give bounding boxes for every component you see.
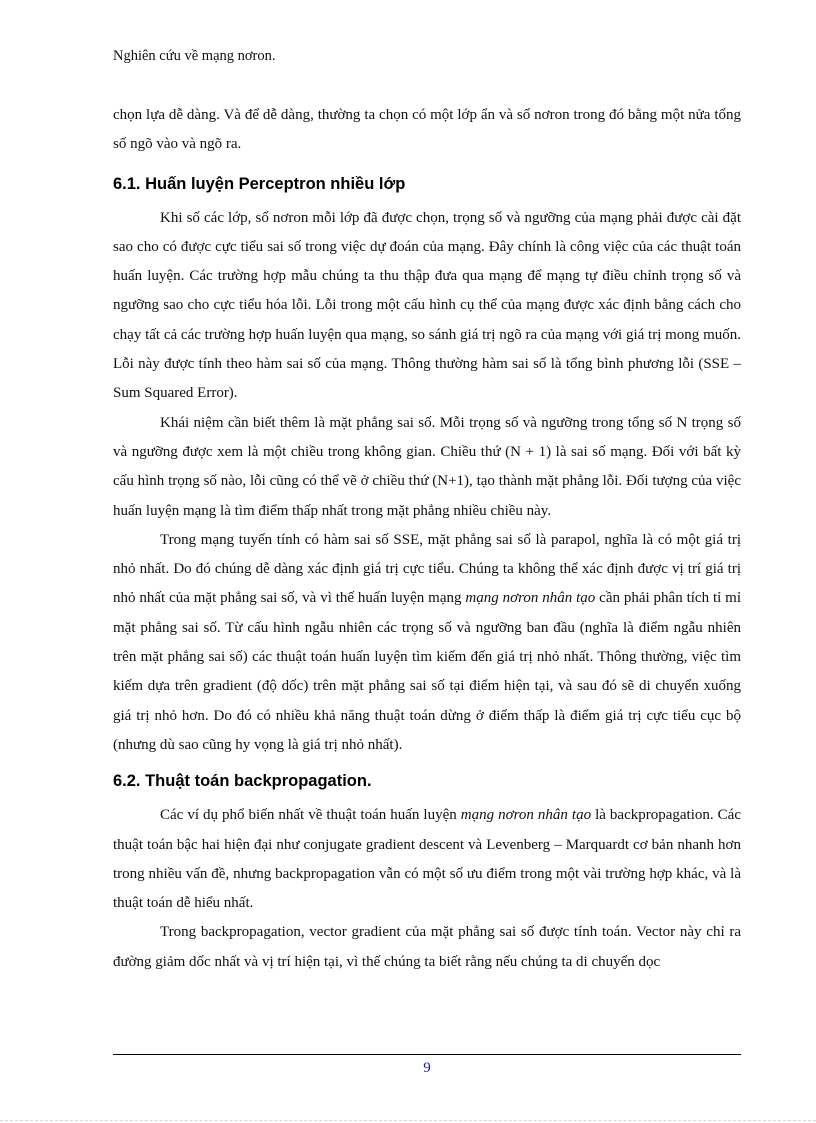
section-6-1-paragraph-1: Khi số các lớp, số nơron mỗi lớp đã được chọn, trọng số và ngưỡng của mạng phải được cài đặt sao cho có được cực tiểu sai số trong việc dự đoán của mạng. Đây chính là công việc của các thuật toán huấn luyện. Các trường hợp mẫu chúng ta thu thập đưa qua mạng để mạng tự điều chỉnh trọng số và ngưỡng sao cho cực tiểu hóa lỗi. Lỗi trong một cấu hình cụ thể của mạng được xác định bằng cách cho chạy tất cả các trường hợp huấn luyện qua mạng, so sánh giá trị ngõ ra của mạng với giá trị mong muốn. Lỗi này được tính theo hàm sai số của mạng. Thông thường hàm sai số là tổng bình phương lỗi (SSE – Sum Squared Error). [113,209,741,402]
text-run: Các ví dụ phổ biến nhất về thuật toán huấn luyện [160,807,461,824]
text-run: Trong mạng tuyến tính có hàm sai số SSE, mặt phẳng sai số là parapol, nghĩa là có một giá trị nhỏ nhất. Do đó chúng dễ dàng xác định giá trị cực tiểu. Chúng ta không thể xác định được vị trí giá trị nhỏ nhất của mặt phẳng sai số, và vì thế huấn luyện mạng [113,531,741,607]
footer-rule [113,1054,741,1055]
text-run: là backpropagation. Các thuật toán bậc hai hiện đại như conjugate gradient descent và Levenberg – Marquardt cơ bản nhanh hơn trong nhiều vấn đề, nhưng backpropagation vẫn có một số ưu điểm trong một vài trường hợp khác, và là thuật toán dễ hiểu nhất. [113,807,741,912]
section-6-2-paragraph-2: Trong backpropagation, vector gradient của mặt phẳng sai số được tính toán. Vector này chỉ ra đường giảm dốc nhất và vị trí hiện tại, vì thế chúng ta biết rằng nếu chúng ta di chuyển dọc [113,924,741,970]
text-run: cần phải phân tích tỉ mỉ mặt phẳng sai số. Từ cấu hình ngẫu nhiên các trọng số và ngưỡng ban đầu (nghĩa là điểm ngẫu nhiên trên mặt phẳng sai số) các thuật toán huấn luyện tìm kiếm đến giá trị nhỏ nhất. Thông thường, việc tìm kiếm dựa trên gradient (độ dốc) trên mặt phẳng sai số tại điểm hiện tại, và sau đó sẽ di chuyển xuống giá trị nhỏ hơn. Do đó có nhiều khả năng thuật toán dừng ở điểm thấp là điểm giá trị cực tiểu cục bộ (nhưng dù sao cũng hy vọng là giá trị nhỏ nhất). [113,590,742,753]
document-page [113,0,741,1123]
section-6-1-paragraph-2: Khái niệm cần biết thêm là mặt phẳng sai số. Mỗi trọng số và ngưỡng trong tổng số N trọng số và ngưỡng được xem là một chiều trong không gian. Chiều thứ (N + 1) là sai số mạng. Đối với bất kỳ cấu hình trọng số nào, lỗi cũng có thể vẽ ở chiều thứ (N+1), tạo thành mặt phẳng lỗi. Đối tượng của việc huấn luyện mạng là tìm điểm thấp nhất trong mặt phẳng nhiều chiều này. [113,414,741,519]
section-6-2-paragraph-1 [113,801,741,918]
section-6-1-paragraph-3 [113,526,741,760]
section-heading-6-2: 6.2. Thuật toán backpropagation. [113,772,372,791]
running-header: Nghiên cứu về mạng nơron. [113,48,276,64]
intro-paragraph: chọn lựa dễ dàng. Và để dễ dàng, thường ta chọn có một lớp ẩn và số nơron trong đó bằng một nửa tổng số ngõ vào và ngõ ra. [113,107,741,153]
page-bottom-edge [0,1120,816,1121]
section-heading-6-1: 6.1. Huấn luyện Perceptron nhiều lớp [113,174,406,193]
document-body [113,101,741,977]
page-number: 9 [423,1060,431,1076]
emphasized-term: mạng nơron nhân tạo [465,590,596,607]
emphasized-term: mạng nơron nhân tạo [460,807,592,824]
